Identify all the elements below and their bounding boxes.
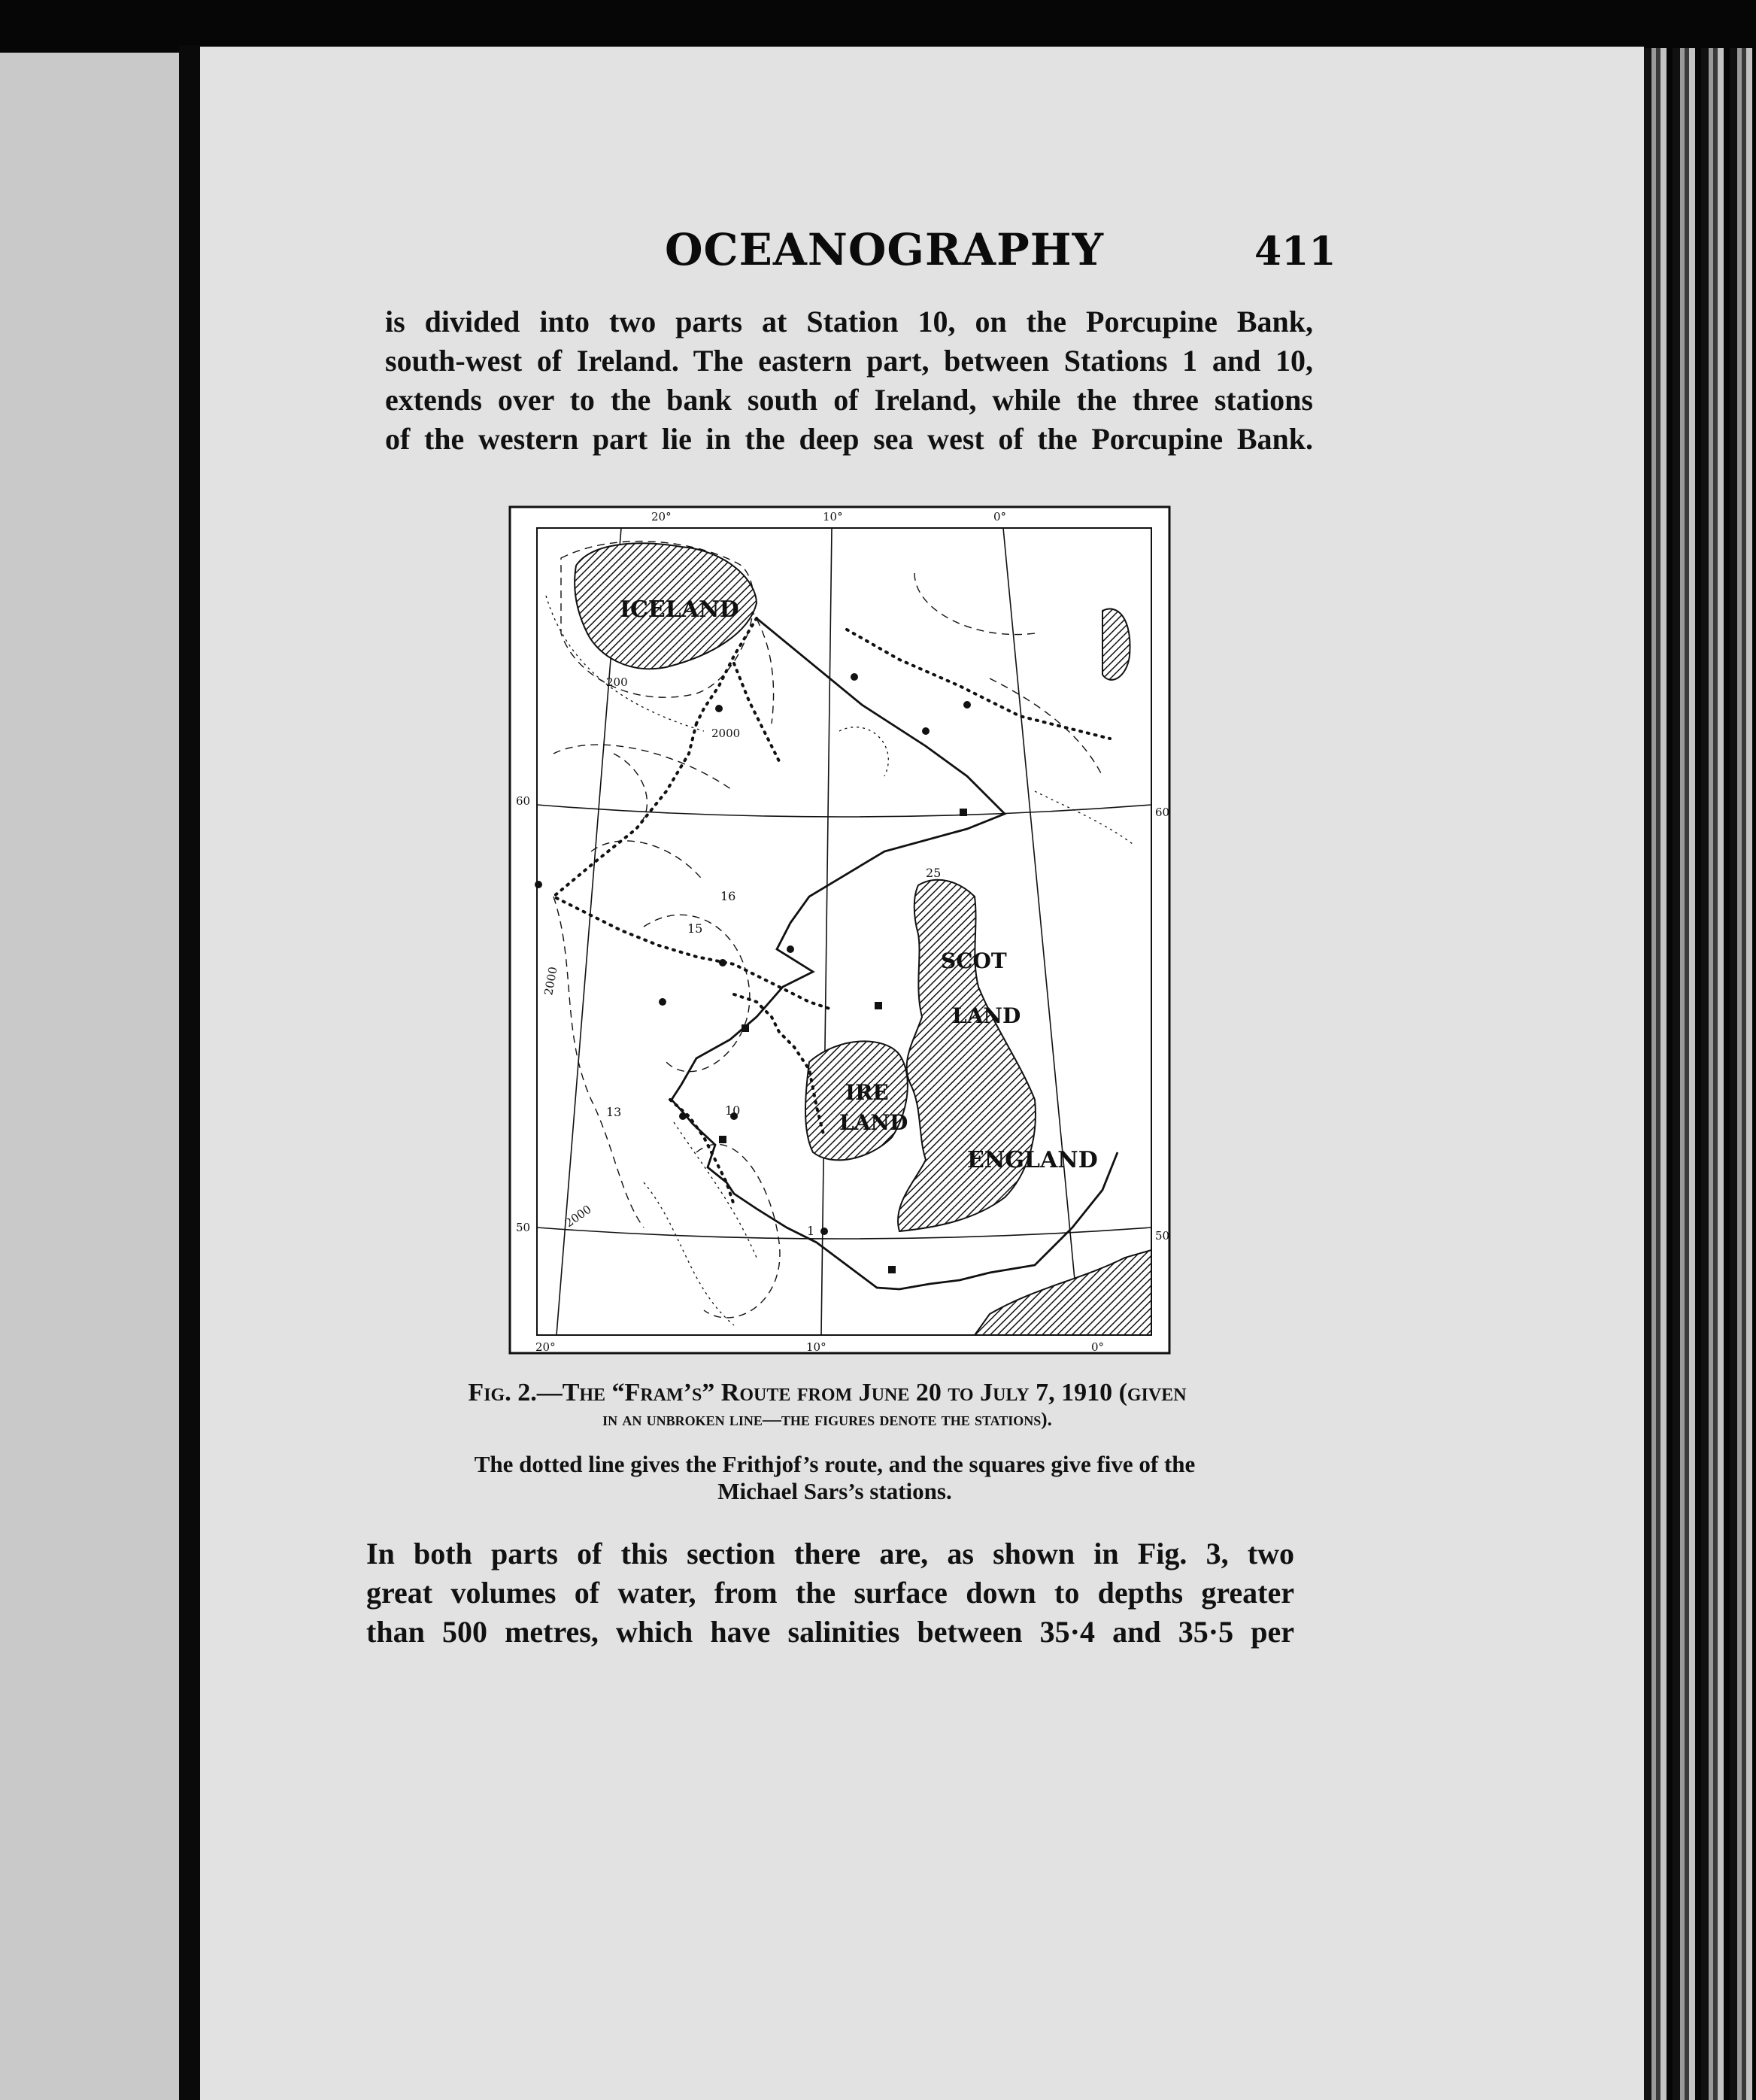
tick-right-60: 60 [1155,806,1170,819]
tick-bottom-0: 0° [1091,1340,1105,1354]
map-label-scotland-2: LAND [952,1003,1021,1028]
map-label-ireland-2: LAND [839,1110,908,1135]
station-label-10: 10 [725,1103,741,1118]
text-line: In both parts of this section there are, as shown in Fig. 3, two [366,1537,1294,1570]
station-label-1: 1 [807,1224,815,1238]
book-gutter [179,45,200,2100]
map-label-scotland-1: SCOT [941,948,1007,973]
depth-label: 200 [606,675,628,689]
page-edges [1644,48,1756,2100]
caption-title-line: in an unbroken line—the figures denote the stations). [602,1410,1052,1430]
route-map-figure [508,505,1181,1361]
tick-left-60: 60 [516,794,531,808]
depth-label: 2000 [541,965,560,997]
map-label-england: ENGLAND [967,1147,1098,1173]
text-line: great volumes of water, from the surface down to depths greater [366,1576,1294,1610]
text-line: than 500 metres, which have salinities between 35·4 and 35·5 per [366,1615,1294,1649]
text-line: of the western part lie in the deep sea west of the Porcupine Bank. [385,422,1313,456]
map-label-ireland-1: IRE [845,1080,889,1105]
map-label-iceland: ICELAND [620,596,739,623]
caption-title-line: Fig. 2.—The “Fram’s” Route from June 20 to July 7, 1910 (given [468,1379,1187,1407]
tick-top-0: 0° [993,510,1007,523]
station-label-13: 13 [606,1105,622,1119]
page-number: 411 [1254,229,1336,275]
tick-left-50: 50 [516,1221,531,1234]
station-label-16: 16 [720,889,736,903]
tick-top-10: 10° [823,510,843,523]
paragraph-bottom [366,1534,1294,1652]
figure-caption-note [406,1451,1263,1505]
tick-bottom-20: 20° [535,1340,556,1354]
route-map [508,505,1181,1361]
running-head-title: OCEANOGRAPHY [665,224,1104,275]
caption-note-line: The dotted line gives the Frithjof’s route, and the squares give five of the [474,1451,1196,1477]
depth-label: 2000 [562,1202,594,1231]
text-line: is divided into two parts at Station 10, on the Porcupine Bank, [385,305,1313,338]
tick-top-20: 20° [651,510,672,523]
text-line: extends over to the bank south of Ireland, while the three stations [385,383,1313,417]
left-page-edge [0,53,179,2100]
station-label-15: 15 [687,921,703,936]
tick-bottom-10: 10° [806,1340,826,1354]
tick-right-50: 50 [1155,1229,1170,1243]
text-line: south-west of Ireland. The eastern part, between Stations 1 and 10, [385,344,1313,378]
caption-note-line: Michael Sars’s stations. [717,1478,952,1504]
station-label-25: 25 [926,866,942,880]
figure-caption-title [368,1379,1286,1434]
depth-label: 2000 [711,727,741,740]
paragraph-top [385,302,1313,459]
